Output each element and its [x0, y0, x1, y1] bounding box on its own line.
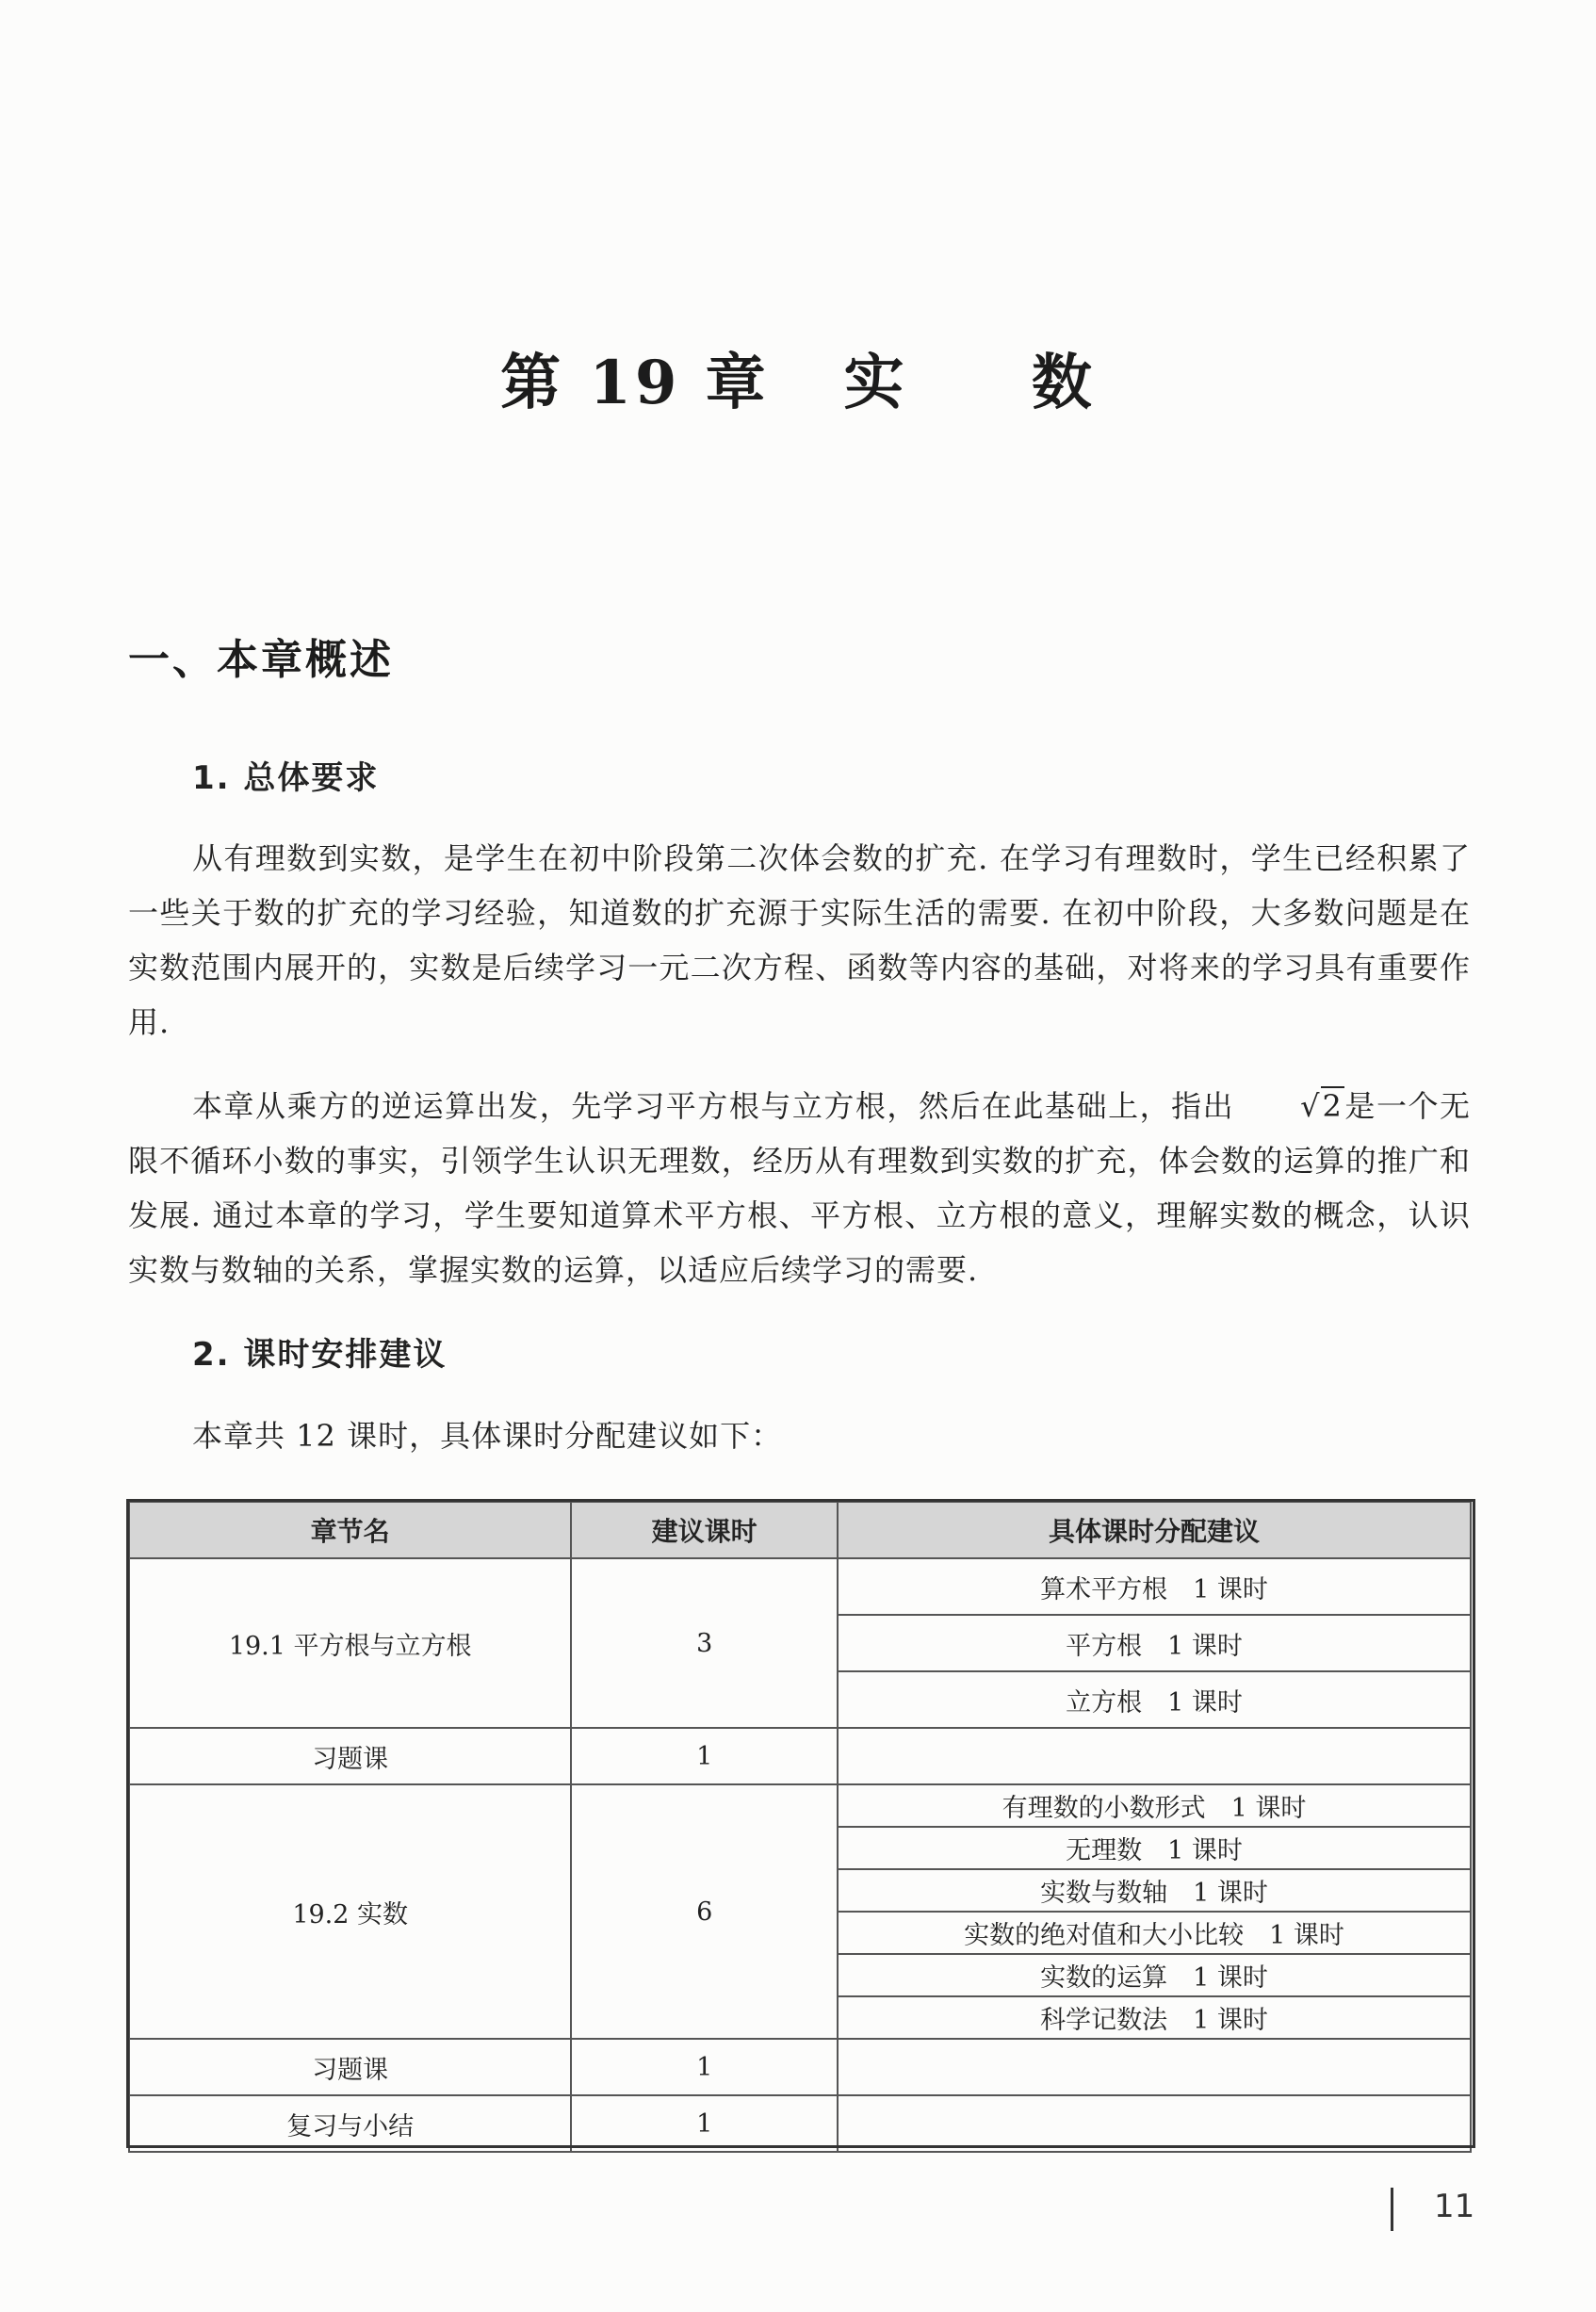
cell-detail	[838, 2095, 1471, 2152]
table-header-row	[129, 1502, 1471, 1558]
cell-detail	[838, 1728, 1471, 1784]
cell-detail: 立方根 1 课时	[838, 1671, 1471, 1728]
cell-detail	[838, 2039, 1471, 2095]
cell-hours: 1	[571, 2095, 838, 2152]
table-row	[129, 1784, 1471, 1827]
cell-hours: 3	[571, 1558, 838, 1728]
sqrt-symbol: √	[1300, 1088, 1321, 1124]
sqrt-radicand: 2	[1322, 1088, 1343, 1124]
chapter-title: 第 19 章 实 数	[500, 348, 1096, 418]
cell-chapter-name: 19.2 实数	[129, 1784, 571, 2039]
header-chapter-name: 章节名	[129, 1502, 571, 1558]
cell-hours: 1	[571, 2039, 838, 2095]
cell-chapter-name: 复习与小结	[129, 2095, 571, 2152]
header-detailed-allocation: 具体课时分配建议	[838, 1502, 1471, 1558]
table-row	[129, 2095, 1471, 2152]
class-schedule-table	[128, 1501, 1472, 2153]
table-row	[129, 1728, 1471, 1784]
subheading-class-schedule: 2. 课时安排建议	[192, 1336, 448, 1374]
header-suggested-hours: 建议课时	[571, 1502, 838, 1558]
cell-detail: 实数与数轴 1 课时	[838, 1869, 1471, 1912]
page-number: 11	[1434, 2188, 1475, 2225]
table-row	[129, 2039, 1471, 2095]
cell-detail: 实数的运算 1 课时	[838, 1954, 1471, 1996]
cell-detail: 算术平方根 1 课时	[838, 1558, 1471, 1615]
cell-detail: 平方根 1 课时	[838, 1615, 1471, 1671]
cell-hours: 6	[571, 1784, 838, 2039]
cell-detail: 科学记数法 1 课时	[838, 1996, 1471, 2039]
sqrt-two-expression	[1234, 1079, 1344, 1133]
paragraph-general-requirements: 从有理数到实数，是学生在初中阶段第二次体会数的扩充. 在学习有理数时，学生已经积累了一些关于数的扩充的学习经验，知道数的扩充源于实际生活的需要. 在初中阶段，大多数问题是在实数范围内展开的，实数是后续学习一元二次方程、函数等内容的基础，对将来的学习具有重要作用.	[128, 840, 1471, 1040]
cell-detail: 实数的绝对值和大小比较 1 课时	[838, 1912, 1471, 1954]
cell-chapter-name: 19.1 平方根与立方根	[129, 1558, 571, 1728]
cell-detail: 有理数的小数形式 1 课时	[838, 1784, 1471, 1827]
cell-detail: 无理数 1 课时	[838, 1827, 1471, 1869]
cell-chapter-name: 习题课	[129, 2039, 571, 2095]
page-number-rule	[1391, 2188, 1393, 2231]
cell-hours: 1	[571, 1728, 838, 1784]
paragraph-schedule-intro: 本章共 12 课时，具体课时分配建议如下：	[192, 1418, 783, 1454]
paragraph-text-after-sqrt: 是一个无限不循环小数的事实，引领学生认识无理数，经历从有理数到实数的扩充，体会数的运算的推广和发展. 通过本章的学习，学生要知道算术平方根、平方根、立方根的意义，理解实数的概念，认识实数与数轴的关系，掌握实数的运算，以适应后续学习的需要.	[128, 1088, 1471, 1288]
subheading-general-requirements: 1. 总体要求	[192, 759, 380, 797]
paragraph-text-before-sqrt: 本章从乘方的逆运算出发，先学习平方根与立方根，然后在此基础上，指出	[192, 1088, 1235, 1124]
cell-chapter-name: 习题课	[129, 1728, 571, 1784]
table-row	[129, 1558, 1471, 1615]
paragraph-chapter-description	[128, 1079, 1471, 1297]
section-heading-overview: 一、本章概述	[128, 636, 394, 684]
